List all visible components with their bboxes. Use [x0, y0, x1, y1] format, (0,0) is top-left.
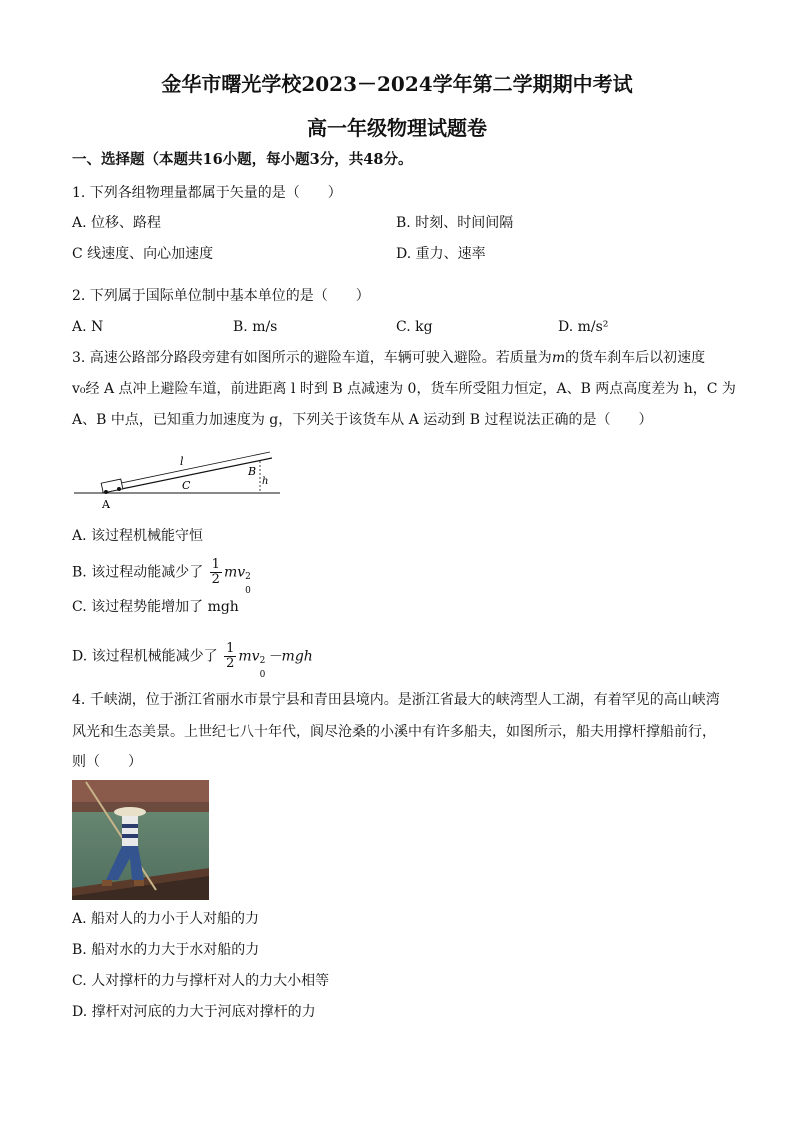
q1-stem: 1. 下列各组物理量都属于矢量的是（ ）	[72, 185, 342, 201]
q2-option-d: D. m/s²	[558, 319, 609, 335]
q2-option-c: C. kg	[396, 319, 433, 335]
fraction-numerator: 1	[211, 557, 220, 572]
label-h: h	[262, 476, 269, 487]
q4-option-c: C. 人对撑杆的力与撑杆对人的力大小相等	[72, 973, 330, 989]
fraction-numerator-d: 1	[226, 641, 235, 656]
q1-option-b: B. 时刻、时间间隔	[396, 215, 514, 231]
q3-stem-line3: A、B 中点，已知重力加速度为 g，下列关于该货车从 A 运动到 B 过程说法正确的是（ ）	[72, 412, 653, 428]
q3-option-b-text: B. 该过程动能减少了	[72, 564, 204, 581]
q3-option-b	[72, 557, 253, 596]
q1-option-d: D. 重力、速率	[396, 246, 486, 262]
label-b: B	[248, 465, 257, 478]
q4-stem-line2: 风光和生态美景。上世纪七八十年代，阆尽沧桑的小溪中有许多船夫，如图所示，船夫用撑杆撑船前行，	[72, 724, 716, 740]
label-l: l	[180, 455, 184, 468]
q4-option-b: B. 船对水的力大于水对船的力	[72, 942, 260, 958]
sup-2-d: 2	[259, 655, 266, 666]
sup-2: 2	[245, 571, 251, 582]
q3-option-c: C. 该过程势能增加了 mgh	[72, 599, 239, 615]
q1-option-c: C 线速度、向心加速度	[72, 246, 214, 262]
q2-stem: 2. 下列属于国际单位制中基本单位的是（ ）	[72, 288, 370, 304]
q3-stem-line2: v₀经 A 点冲上避险车道，前进距离 l 时到 B 点减速为 0，货车所受阻力恒定，A、B 两点高度差为 h，C 为	[72, 381, 736, 397]
fraction-half	[210, 558, 222, 587]
label-a: A	[102, 498, 110, 511]
exam-title: 金华市曙光学校2023－2024学年第二学期期中考试	[161, 72, 633, 96]
sub-0: 0	[245, 585, 251, 596]
q3-option-d-text: D. 该过程机械能减少了	[72, 648, 218, 665]
q3-mass-symbol: m	[551, 350, 566, 366]
q3-text-1a: 3. 高速公路部分路段旁建有如图所示的避险车道，车辆可驶入避险。若质量为	[72, 350, 552, 366]
boatman-photo	[72, 780, 209, 900]
q3-option-a: A. 该过程机械能守恒	[72, 528, 204, 544]
q1-option-a: A. 位移、路程	[72, 215, 162, 231]
fraction-denominator: 2	[211, 572, 220, 587]
mv-term: mv	[223, 564, 246, 581]
q4-stem-line1: 4. 千峡湖，位于浙江省丽水市景宁县和青田县境内。是浙江省最大的峡湾型人工湖，有着罕见的高山峡湾	[72, 692, 720, 708]
fraction-half-d	[224, 642, 236, 671]
q4-option-a: A. 船对人的力小于人对船的力	[72, 911, 260, 927]
q3-stem-line1	[72, 348, 705, 368]
q4-stem-line3: 则（ ）	[72, 754, 142, 770]
truck-icon	[101, 479, 123, 494]
q3-text-1b: 的货车刹车后以初速度	[565, 350, 706, 366]
q3-option-d	[72, 641, 313, 680]
section-heading: 一、选择题（本题共16小题，每小题3分，共48分。	[72, 151, 413, 168]
sub-0-d: 0	[259, 669, 266, 680]
minus-mgh: －mgh	[267, 648, 313, 665]
exam-subtitle: 高一年级物理试题卷	[307, 116, 487, 140]
q2-option-b: B. m/s	[233, 319, 278, 335]
q2-option-a: A. N	[72, 319, 104, 335]
mv-term-d: mv	[238, 648, 260, 665]
q4-option-d: D. 撑杆对河底的力大于河底对撑杆的力	[72, 1004, 316, 1020]
escape-ramp-diagram	[72, 450, 282, 515]
label-c: C	[182, 479, 191, 492]
fraction-denominator-d: 2	[226, 656, 235, 671]
